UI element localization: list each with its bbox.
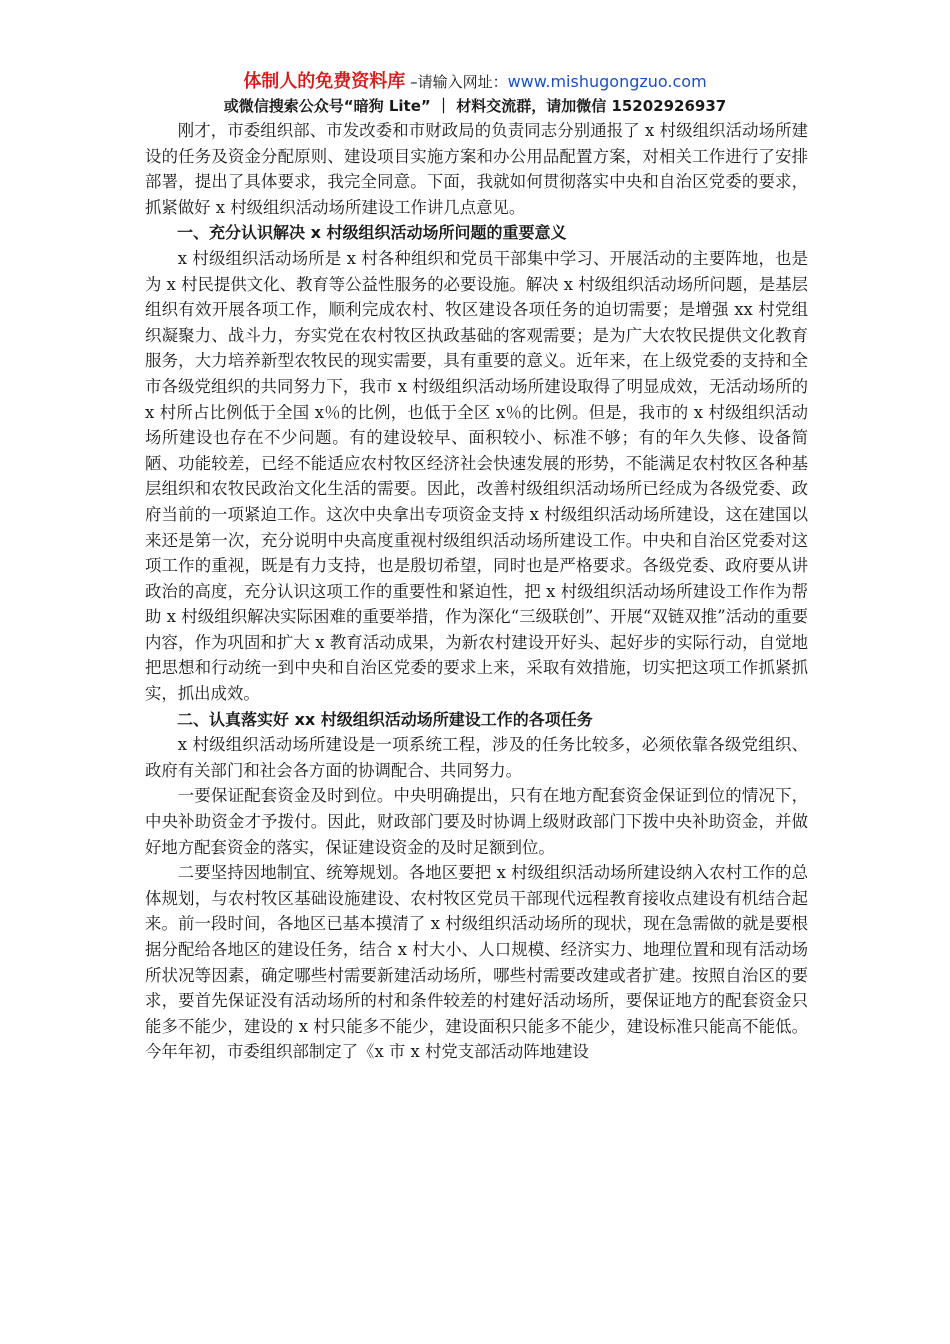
site-url-link[interactable]: www.mishugongzuo.com (507, 72, 707, 91)
body-paragraph: 一要保证配套资金及时到位。中央明确提出，只有在地方配套资金保证到位的情况下，中央补助资金才予拨付。因此，财政部门要及时协调上级财政部门下拨中央补助资金，并做好地方配套资金的落实，保证建设资金的及时足额到位。 (145, 786, 808, 857)
document-header (0, 70, 950, 118)
url-prompt: –请输入网址： (405, 73, 508, 91)
body-paragraph: 二要坚持因地制宜、统筹规划。各地区要把 x 村级组织活动场所建设纳入农村工作的总体规划，与农村牧区基础设施建设、农村牧区党员干部现代远程教育接收点建设有机结合起来。前一段时间，各地区已基本摸清了 x 村级组织活动场所的现状，现在急需做的就是要根据分配给各地区的建设任务，结合 x 村大小、人口规模、经济实力、地理位置和现有活动场所状况等因素，确定哪些村需要新建活动场所，哪些村需要改建或者扩建。按照自治区的要求，要首先保证没有活动场所的村和条件较差的村建好活动场所，要保证地方的配套资金只能多不能少，建设的 x 村只能多不能少，建设面积只能多不能少，建设标准只能高不能低。今年年初，市委组织部制定了《x 市 x 村党支部活动阵地建设 (145, 863, 808, 1062)
body-paragraph: x 村级组织活动场所是 x 村各种组织和党员干部集中学习、开展活动的主要阵地，也是为 x 村民提供文化、教育等公益性服务的必要设施。解决 x 村级组织活动场所问题，是基层组织有效开展各项工作，顺利完成农村、牧区建设各项任务的迫切需要；是增强 xx 村党组织凝聚力、战斗力，夯实党在农村牧区执政基础的客观需要；是为广大农牧民提供文化教育服务，大力培养新型农牧民的现实需要，具有重要的意义。近年来，在上级党委的支持和全市各级党组织的共同努力下，我市 x 村级组织活动场所建设取得了明显成效，无活动场所的 x 村所占比例低于全国 x％的比例，也低于全区 x％的比例。但是，我市的 x 村级组织活动场所建设也存在不少问题。有的建设较早、面积较小、标准不够；有的年久失修、设备简陋、功能较差，已经不能适应农村牧区经济社会快速发展的形势，不能满足农村牧区各种基层组织和农牧民政治文化生活的需要。因此，改善村级组织活动场所已经成为各级党委、政府当前的一项紧迫工作。这次中央拿出专项资金支持 x 村级组织活动场所建设，这在建国以来还是第一次，充分说明中央高度重视村级组织活动场所建设工作。中央和自治区党委对这项工作的重视，既是有力支持，也是殷切希望，同时也是严格要求。各级党委、政府要从讲政治的高度，充分认识这项工作的重要性和紧迫性，把 x 村级组织活动场所建设工作作为帮助 x 村级组织解决实际困难的重要举措，作为深化“三级联创”、开展“双链双推”活动的重要内容，作为巩固和扩大 x 教育活动成果，为新农村建设开好头、起好步的实际行动，自觉地把思想和行动统一到中央和自治区党委的要求上来，采取有效措施，切实把这项工作抓紧抓实，抓出成效。 (145, 248, 808, 704)
site-name: 体制人的免费资料库 (243, 71, 406, 92)
body-paragraph: x 村级组织活动场所建设是一项系统工程，涉及的任务比较多，必须依靠各级党组织、政府有关部门和社会各方面的协调配合、共同努力。 (145, 735, 808, 780)
document-body (145, 118, 808, 1065)
contact-line: 或微信搜索公众号“暗狗 Lite” ｜ 材料交流群，请加微信 15202926937 (223, 97, 727, 115)
intro-paragraph: 刚才，市委组织部、市发改委和市财政局的负责同志分别通报了 x 村级组织活动场所建设的任务及资金分配原则、建设项目实施方案和办公用品配置方案，对相关工作进行了安排部署，提出了具体要求，我完全同意。下面，我就如何贯彻落实中央和自治区党委的要求，抓紧做好 x 村级组织活动场所建设工作讲几点意见。 (145, 121, 808, 217)
section-heading-2: 二、认真落实好 xx 村级组织活动场所建设工作的各项任务 (177, 709, 593, 729)
header-banner (0, 70, 950, 94)
section-heading-1: 一、充分认识解决 x 村级组织活动场所问题的重要意义 (177, 223, 567, 243)
